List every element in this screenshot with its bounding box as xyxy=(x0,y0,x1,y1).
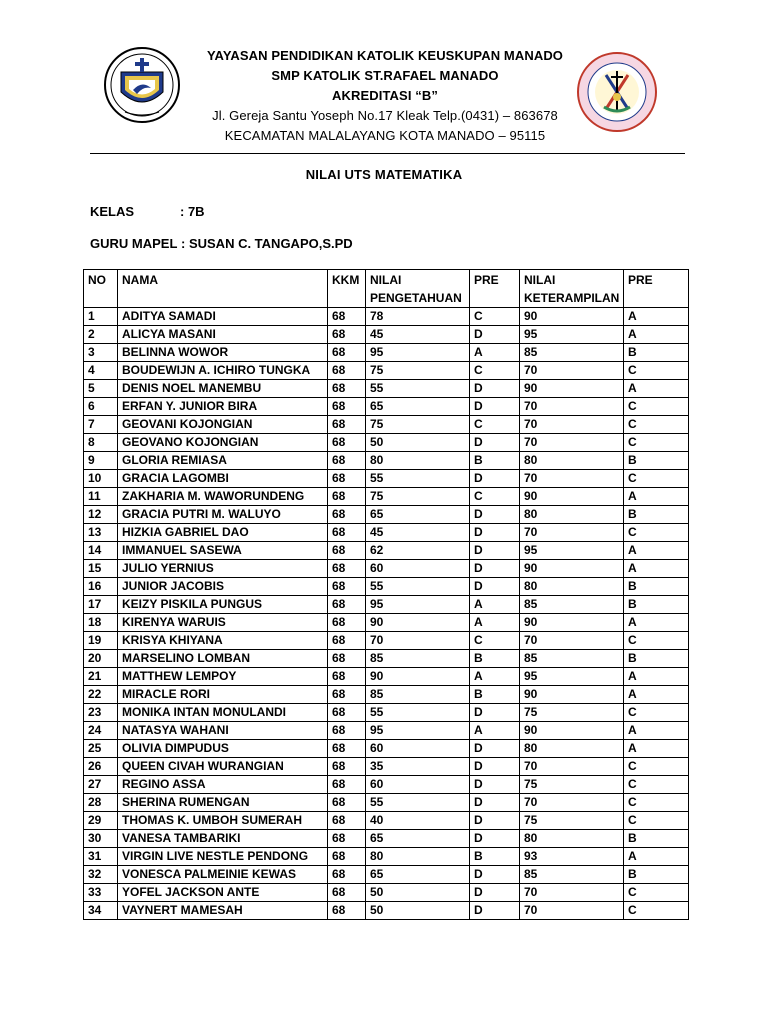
cell-kkm: 68 xyxy=(328,722,366,740)
cell-kkm: 68 xyxy=(328,848,366,866)
letterhead xyxy=(0,0,768,160)
cell-pre-keterampilan: C xyxy=(624,776,689,794)
cell-no: 7 xyxy=(84,416,118,434)
cell-no: 31 xyxy=(84,848,118,866)
table-row xyxy=(84,362,689,380)
grades-table xyxy=(83,269,689,920)
school-address: Jl. Gereja Santu Yoseph No.17 Kleak Telp.(0431) – 863678 xyxy=(212,108,558,123)
class-value: : 7B xyxy=(180,204,205,219)
cell-kkm: 68 xyxy=(328,452,366,470)
cell-nama: VAYNERT MAMESAH xyxy=(118,902,328,920)
cell-nilai-pengetahuan: 90 xyxy=(366,668,470,686)
cell-nama: VIRGIN LIVE NESTLE PENDONG xyxy=(118,848,328,866)
cell-nama: ADITYA SAMADI xyxy=(118,308,328,326)
cell-no: 28 xyxy=(84,794,118,812)
cell-kkm: 68 xyxy=(328,326,366,344)
table-row xyxy=(84,434,689,452)
cell-kkm: 68 xyxy=(328,524,366,542)
cell-pre-pengetahuan: D xyxy=(470,578,520,596)
cell-pre-pengetahuan: D xyxy=(470,794,520,812)
cell-nilai-pengetahuan: 60 xyxy=(366,740,470,758)
cell-nilai-keterampilan: 80 xyxy=(520,740,624,758)
cell-no: 18 xyxy=(84,614,118,632)
cell-nilai-pengetahuan: 62 xyxy=(366,542,470,560)
cell-pre-keterampilan: A xyxy=(624,740,689,758)
cell-nilai-keterampilan: 70 xyxy=(520,632,624,650)
cell-kkm: 68 xyxy=(328,578,366,596)
cell-nilai-keterampilan: 70 xyxy=(520,398,624,416)
cell-kkm: 68 xyxy=(328,614,366,632)
table-row xyxy=(84,614,689,632)
cell-nama: HIZKIA GABRIEL DAO xyxy=(118,524,328,542)
cell-pre-pengetahuan: D xyxy=(470,884,520,902)
cell-no: 15 xyxy=(84,560,118,578)
cell-pre-pengetahuan: D xyxy=(470,506,520,524)
table-row xyxy=(84,344,689,362)
accreditation: AKREDITASI “B” xyxy=(332,88,438,103)
cell-pre-pengetahuan: C xyxy=(470,488,520,506)
cell-nilai-pengetahuan: 55 xyxy=(366,794,470,812)
cell-nilai-keterampilan: 95 xyxy=(520,668,624,686)
cell-nilai-pengetahuan: 78 xyxy=(366,308,470,326)
cell-pre-pengetahuan: D xyxy=(470,866,520,884)
cell-pre-pengetahuan: B xyxy=(470,686,520,704)
cell-pre-keterampilan: C xyxy=(624,704,689,722)
cell-no: 2 xyxy=(84,326,118,344)
cell-nilai-pengetahuan: 40 xyxy=(366,812,470,830)
cell-no: 1 xyxy=(84,308,118,326)
cell-pre-pengetahuan: D xyxy=(470,380,520,398)
cell-nama: QUEEN CIVAH WURANGIAN xyxy=(118,758,328,776)
cell-nilai-keterampilan: 85 xyxy=(520,650,624,668)
document-title: NILAI UTS MATEMATIKA xyxy=(305,167,463,182)
cell-nilai-pengetahuan: 95 xyxy=(366,596,470,614)
table-row xyxy=(84,758,689,776)
cell-pre-keterampilan: C xyxy=(624,758,689,776)
cell-pre-keterampilan: C xyxy=(624,470,689,488)
cell-nama: SHERINA RUMENGAN xyxy=(118,794,328,812)
cell-kkm: 68 xyxy=(328,308,366,326)
cell-nama: MONIKA INTAN MONULANDI xyxy=(118,704,328,722)
cell-pre-pengetahuan: A xyxy=(470,722,520,740)
cell-kkm: 68 xyxy=(328,362,366,380)
cell-no: 14 xyxy=(84,542,118,560)
table-row xyxy=(84,470,689,488)
cell-nilai-keterampilan: 70 xyxy=(520,902,624,920)
cell-nilai-keterampilan: 93 xyxy=(520,848,624,866)
cell-no: 20 xyxy=(84,650,118,668)
table-row xyxy=(84,668,689,686)
cell-no: 24 xyxy=(84,722,118,740)
cell-nama: ALICYA MASANI xyxy=(118,326,328,344)
cell-nama: KRISYA KHIYANA xyxy=(118,632,328,650)
cell-nama: JUNIOR JACOBIS xyxy=(118,578,328,596)
cell-pre-keterampilan: C xyxy=(624,632,689,650)
header-kkm: KKM xyxy=(328,270,366,308)
cell-nilai-pengetahuan: 75 xyxy=(366,416,470,434)
table-row xyxy=(84,830,689,848)
cell-no: 16 xyxy=(84,578,118,596)
cell-nilai-pengetahuan: 60 xyxy=(366,560,470,578)
cell-nilai-keterampilan: 70 xyxy=(520,416,624,434)
cell-kkm: 68 xyxy=(328,884,366,902)
cell-nilai-keterampilan: 90 xyxy=(520,380,624,398)
cell-kkm: 68 xyxy=(328,470,366,488)
cell-no: 23 xyxy=(84,704,118,722)
cell-pre-pengetahuan: D xyxy=(470,812,520,830)
cell-nilai-pengetahuan: 45 xyxy=(366,326,470,344)
table-row xyxy=(84,848,689,866)
cell-nama: DENIS NOEL MANEMBU xyxy=(118,380,328,398)
cell-kkm: 68 xyxy=(328,758,366,776)
cell-pre-pengetahuan: D xyxy=(470,398,520,416)
cell-kkm: 68 xyxy=(328,902,366,920)
cell-nilai-keterampilan: 85 xyxy=(520,344,624,362)
cell-pre-pengetahuan: D xyxy=(470,704,520,722)
cell-pre-pengetahuan: A xyxy=(470,614,520,632)
header-nilai-keterampilan: NILAI KETERAMPILAN xyxy=(520,270,624,308)
cell-nilai-pengetahuan: 80 xyxy=(366,848,470,866)
cell-pre-pengetahuan: C xyxy=(470,632,520,650)
cell-nilai-pengetahuan: 65 xyxy=(366,866,470,884)
cell-nilai-keterampilan: 90 xyxy=(520,488,624,506)
cell-pre-pengetahuan: C xyxy=(470,416,520,434)
cell-pre-pengetahuan: C xyxy=(470,362,520,380)
cell-nilai-keterampilan: 70 xyxy=(520,362,624,380)
cell-nilai-pengetahuan: 65 xyxy=(366,830,470,848)
cell-kkm: 68 xyxy=(328,488,366,506)
cell-no: 29 xyxy=(84,812,118,830)
cell-kkm: 68 xyxy=(328,542,366,560)
cell-nama: BOUDEWIJN A. ICHIRO TUNGKA xyxy=(118,362,328,380)
cell-nilai-pengetahuan: 50 xyxy=(366,902,470,920)
table-row xyxy=(84,866,689,884)
cell-no: 32 xyxy=(84,866,118,884)
table-body xyxy=(84,308,689,920)
cell-nilai-pengetahuan: 55 xyxy=(366,380,470,398)
cell-pre-keterampilan: C xyxy=(624,524,689,542)
cell-no: 33 xyxy=(84,884,118,902)
cell-nilai-pengetahuan: 65 xyxy=(366,398,470,416)
cell-nilai-pengetahuan: 90 xyxy=(366,614,470,632)
class-label: KELAS xyxy=(90,204,135,219)
cell-nama: BELINNA WOWOR xyxy=(118,344,328,362)
table-row xyxy=(84,506,689,524)
cell-nama: THOMAS K. UMBOH SUMERAH xyxy=(118,812,328,830)
cell-no: 27 xyxy=(84,776,118,794)
cell-nilai-keterampilan: 90 xyxy=(520,686,624,704)
cell-nilai-pengetahuan: 75 xyxy=(366,362,470,380)
cell-kkm: 68 xyxy=(328,704,366,722)
cell-pre-pengetahuan: D xyxy=(470,830,520,848)
cell-pre-keterampilan: B xyxy=(624,866,689,884)
cell-nilai-pengetahuan: 95 xyxy=(366,344,470,362)
cell-no: 10 xyxy=(84,470,118,488)
cell-pre-keterampilan: B xyxy=(624,452,689,470)
cell-nilai-keterampilan: 75 xyxy=(520,704,624,722)
cell-nama: KIRENYA WARUIS xyxy=(118,614,328,632)
table-row xyxy=(84,542,689,560)
cell-no: 6 xyxy=(84,398,118,416)
cell-nama: GLORIA REMIASA xyxy=(118,452,328,470)
cell-kkm: 68 xyxy=(328,380,366,398)
cell-nama: OLIVIA DIMPUDUS xyxy=(118,740,328,758)
table-header-row xyxy=(84,270,689,308)
cell-pre-keterampilan: B xyxy=(624,344,689,362)
cell-no: 5 xyxy=(84,380,118,398)
foundation-logo-right xyxy=(576,51,658,133)
cell-nilai-pengetahuan: 70 xyxy=(366,632,470,650)
cell-pre-pengetahuan: D xyxy=(470,470,520,488)
cell-nilai-keterampilan: 70 xyxy=(520,794,624,812)
cell-nilai-keterampilan: 70 xyxy=(520,524,624,542)
cell-nilai-keterampilan: 90 xyxy=(520,560,624,578)
table-row xyxy=(84,632,689,650)
cell-kkm: 68 xyxy=(328,866,366,884)
cell-nama: ERFAN Y. JUNIOR BIRA xyxy=(118,398,328,416)
cell-kkm: 68 xyxy=(328,650,366,668)
cell-no: 22 xyxy=(84,686,118,704)
cell-pre-keterampilan: A xyxy=(624,542,689,560)
cell-pre-keterampilan: A xyxy=(624,668,689,686)
table-row xyxy=(84,416,689,434)
cell-pre-pengetahuan: A xyxy=(470,668,520,686)
cell-nama: GEOVANO KOJONGIAN xyxy=(118,434,328,452)
cell-nilai-pengetahuan: 80 xyxy=(366,452,470,470)
cell-nama: GRACIA LAGOMBI xyxy=(118,470,328,488)
cell-nama: YOFEL JACKSON ANTE xyxy=(118,884,328,902)
cell-kkm: 68 xyxy=(328,416,366,434)
cell-no: 25 xyxy=(84,740,118,758)
cell-pre-keterampilan: B xyxy=(624,506,689,524)
cell-nilai-pengetahuan: 55 xyxy=(366,470,470,488)
cell-pre-keterampilan: A xyxy=(624,380,689,398)
cell-nilai-keterampilan: 70 xyxy=(520,884,624,902)
cell-nama: MARSELINO LOMBAN xyxy=(118,650,328,668)
cell-nilai-pengetahuan: 55 xyxy=(366,704,470,722)
cell-pre-pengetahuan: D xyxy=(470,758,520,776)
cell-pre-pengetahuan: D xyxy=(470,740,520,758)
cell-nama: KEIZY PISKILA PUNGUS xyxy=(118,596,328,614)
cell-nilai-keterampilan: 90 xyxy=(520,614,624,632)
cell-pre-keterampilan: A xyxy=(624,326,689,344)
cell-pre-pengetahuan: D xyxy=(470,326,520,344)
cell-nama: ZAKHARIA M. WAWORUNDENG xyxy=(118,488,328,506)
cell-kkm: 68 xyxy=(328,434,366,452)
cell-nilai-keterampilan: 70 xyxy=(520,434,624,452)
cell-no: 19 xyxy=(84,632,118,650)
cell-kkm: 68 xyxy=(328,740,366,758)
cell-pre-keterampilan: A xyxy=(624,848,689,866)
cell-pre-keterampilan: C xyxy=(624,884,689,902)
table-row xyxy=(84,650,689,668)
cell-nilai-keterampilan: 80 xyxy=(520,506,624,524)
cell-nilai-keterampilan: 95 xyxy=(520,542,624,560)
cell-no: 8 xyxy=(84,434,118,452)
school-logo-left xyxy=(103,46,181,124)
cell-pre-pengetahuan: D xyxy=(470,560,520,578)
table-row xyxy=(84,704,689,722)
header-nilai-pengetahuan: NILAI PENGETAHUAN xyxy=(366,270,470,308)
table-row xyxy=(84,380,689,398)
cell-kkm: 68 xyxy=(328,632,366,650)
cell-no: 9 xyxy=(84,452,118,470)
table-row xyxy=(84,902,689,920)
header-pre-pengetahuan: PRE xyxy=(470,270,520,308)
cell-nilai-keterampilan: 75 xyxy=(520,812,624,830)
cell-kkm: 68 xyxy=(328,686,366,704)
cell-kkm: 68 xyxy=(328,830,366,848)
cell-pre-pengetahuan: B xyxy=(470,848,520,866)
teacher-info xyxy=(90,236,353,251)
cell-nilai-pengetahuan: 95 xyxy=(366,722,470,740)
cell-no: 3 xyxy=(84,344,118,362)
header-divider xyxy=(90,153,685,154)
cell-pre-pengetahuan: A xyxy=(470,344,520,362)
cell-no: 30 xyxy=(84,830,118,848)
cell-nilai-pengetahuan: 35 xyxy=(366,758,470,776)
cell-nilai-pengetahuan: 50 xyxy=(366,434,470,452)
cell-no: 11 xyxy=(84,488,118,506)
school-district: KECAMATAN MALALAYANG KOTA MANADO – 95115 xyxy=(224,128,546,143)
cell-no: 12 xyxy=(84,506,118,524)
cell-nilai-pengetahuan: 60 xyxy=(366,776,470,794)
cell-kkm: 68 xyxy=(328,812,366,830)
class-info xyxy=(90,204,205,219)
cell-pre-pengetahuan: D xyxy=(470,524,520,542)
table-row xyxy=(84,452,689,470)
cell-kkm: 68 xyxy=(328,794,366,812)
cell-pre-pengetahuan: D xyxy=(470,542,520,560)
cell-kkm: 68 xyxy=(328,398,366,416)
cell-nilai-pengetahuan: 65 xyxy=(366,506,470,524)
cell-nama: JULIO YERNIUS xyxy=(118,560,328,578)
cell-nilai-keterampilan: 95 xyxy=(520,326,624,344)
table-row xyxy=(84,722,689,740)
cell-no: 21 xyxy=(84,668,118,686)
header-pre-keterampilan: PRE xyxy=(624,270,689,308)
table-row xyxy=(84,686,689,704)
cell-no: 13 xyxy=(84,524,118,542)
cell-pre-keterampilan: A xyxy=(624,722,689,740)
cell-no: 4 xyxy=(84,362,118,380)
header-no: NO xyxy=(84,270,118,308)
cell-pre-keterampilan: C xyxy=(624,362,689,380)
cell-nilai-keterampilan: 85 xyxy=(520,596,624,614)
cell-pre-keterampilan: C xyxy=(624,902,689,920)
school-name: SMP KATOLIK ST.RAFAEL MANADO xyxy=(271,68,499,83)
cell-nilai-pengetahuan: 85 xyxy=(366,686,470,704)
table-row xyxy=(84,578,689,596)
cell-pre-keterampilan: A xyxy=(624,488,689,506)
cell-nilai-keterampilan: 70 xyxy=(520,470,624,488)
cell-nilai-keterampilan: 90 xyxy=(520,722,624,740)
cell-no: 17 xyxy=(84,596,118,614)
header-nama: NAMA xyxy=(118,270,328,308)
cell-nama: NATASYA WAHANI xyxy=(118,722,328,740)
cell-no: 26 xyxy=(84,758,118,776)
cell-pre-pengetahuan: B xyxy=(470,452,520,470)
cell-nilai-pengetahuan: 75 xyxy=(366,488,470,506)
cell-kkm: 68 xyxy=(328,506,366,524)
cell-nama: MIRACLE RORI xyxy=(118,686,328,704)
table-row xyxy=(84,794,689,812)
table-row xyxy=(84,488,689,506)
cell-nilai-keterampilan: 85 xyxy=(520,866,624,884)
cell-pre-keterampilan: A xyxy=(624,614,689,632)
cell-pre-keterampilan: A xyxy=(624,686,689,704)
teacher-value: : SUSAN C. TANGAPO,S.PD xyxy=(181,236,353,251)
cell-nilai-keterampilan: 75 xyxy=(520,776,624,794)
cell-nama: REGINO ASSA xyxy=(118,776,328,794)
cell-kkm: 68 xyxy=(328,344,366,362)
table-row xyxy=(84,740,689,758)
foundation-name: YAYASAN PENDIDIKAN KATOLIK KEUSKUPAN MANADO xyxy=(206,48,564,63)
cell-nilai-keterampilan: 80 xyxy=(520,578,624,596)
cell-kkm: 68 xyxy=(328,668,366,686)
cell-nama: GEOVANI KOJONGIAN xyxy=(118,416,328,434)
cell-pre-keterampilan: A xyxy=(624,308,689,326)
cell-pre-keterampilan: B xyxy=(624,830,689,848)
table-row xyxy=(84,596,689,614)
cell-no: 34 xyxy=(84,902,118,920)
cell-pre-pengetahuan: D xyxy=(470,434,520,452)
cell-nilai-keterampilan: 70 xyxy=(520,758,624,776)
table-row xyxy=(84,308,689,326)
cell-pre-keterampilan: B xyxy=(624,650,689,668)
table-row xyxy=(84,776,689,794)
cell-pre-keterampilan: C xyxy=(624,398,689,416)
table-row xyxy=(84,884,689,902)
cell-pre-pengetahuan: C xyxy=(470,308,520,326)
cell-pre-keterampilan: A xyxy=(624,560,689,578)
cell-pre-pengetahuan: A xyxy=(470,596,520,614)
cell-nilai-pengetahuan: 55 xyxy=(366,578,470,596)
cell-nilai-keterampilan: 80 xyxy=(520,452,624,470)
table-row xyxy=(84,812,689,830)
cell-nama: MATTHEW LEMPOY xyxy=(118,668,328,686)
cell-pre-keterampilan: C xyxy=(624,416,689,434)
cell-pre-keterampilan: C xyxy=(624,434,689,452)
cell-pre-pengetahuan: D xyxy=(470,902,520,920)
cell-nilai-keterampilan: 80 xyxy=(520,830,624,848)
cell-nilai-pengetahuan: 45 xyxy=(366,524,470,542)
cell-nilai-pengetahuan: 85 xyxy=(366,650,470,668)
cell-kkm: 68 xyxy=(328,560,366,578)
table-row xyxy=(84,398,689,416)
teacher-label: GURU MAPEL xyxy=(90,236,178,251)
cell-nama: VANESA TAMBARIKI xyxy=(118,830,328,848)
cell-nama: IMMANUEL SASEWA xyxy=(118,542,328,560)
cell-pre-keterampilan: B xyxy=(624,596,689,614)
cell-kkm: 68 xyxy=(328,776,366,794)
cell-nama: GRACIA PUTRI M. WALUYO xyxy=(118,506,328,524)
cell-nama: VONESCA PALMEINIE KEWAS xyxy=(118,866,328,884)
cell-pre-pengetahuan: B xyxy=(470,650,520,668)
table-row xyxy=(84,326,689,344)
cell-kkm: 68 xyxy=(328,596,366,614)
table-row xyxy=(84,524,689,542)
cell-pre-keterampilan: C xyxy=(624,794,689,812)
cell-pre-keterampilan: B xyxy=(624,578,689,596)
cell-pre-keterampilan: C xyxy=(624,812,689,830)
cell-nilai-pengetahuan: 50 xyxy=(366,884,470,902)
cell-pre-pengetahuan: D xyxy=(470,776,520,794)
cell-nilai-keterampilan: 90 xyxy=(520,308,624,326)
table-row xyxy=(84,560,689,578)
